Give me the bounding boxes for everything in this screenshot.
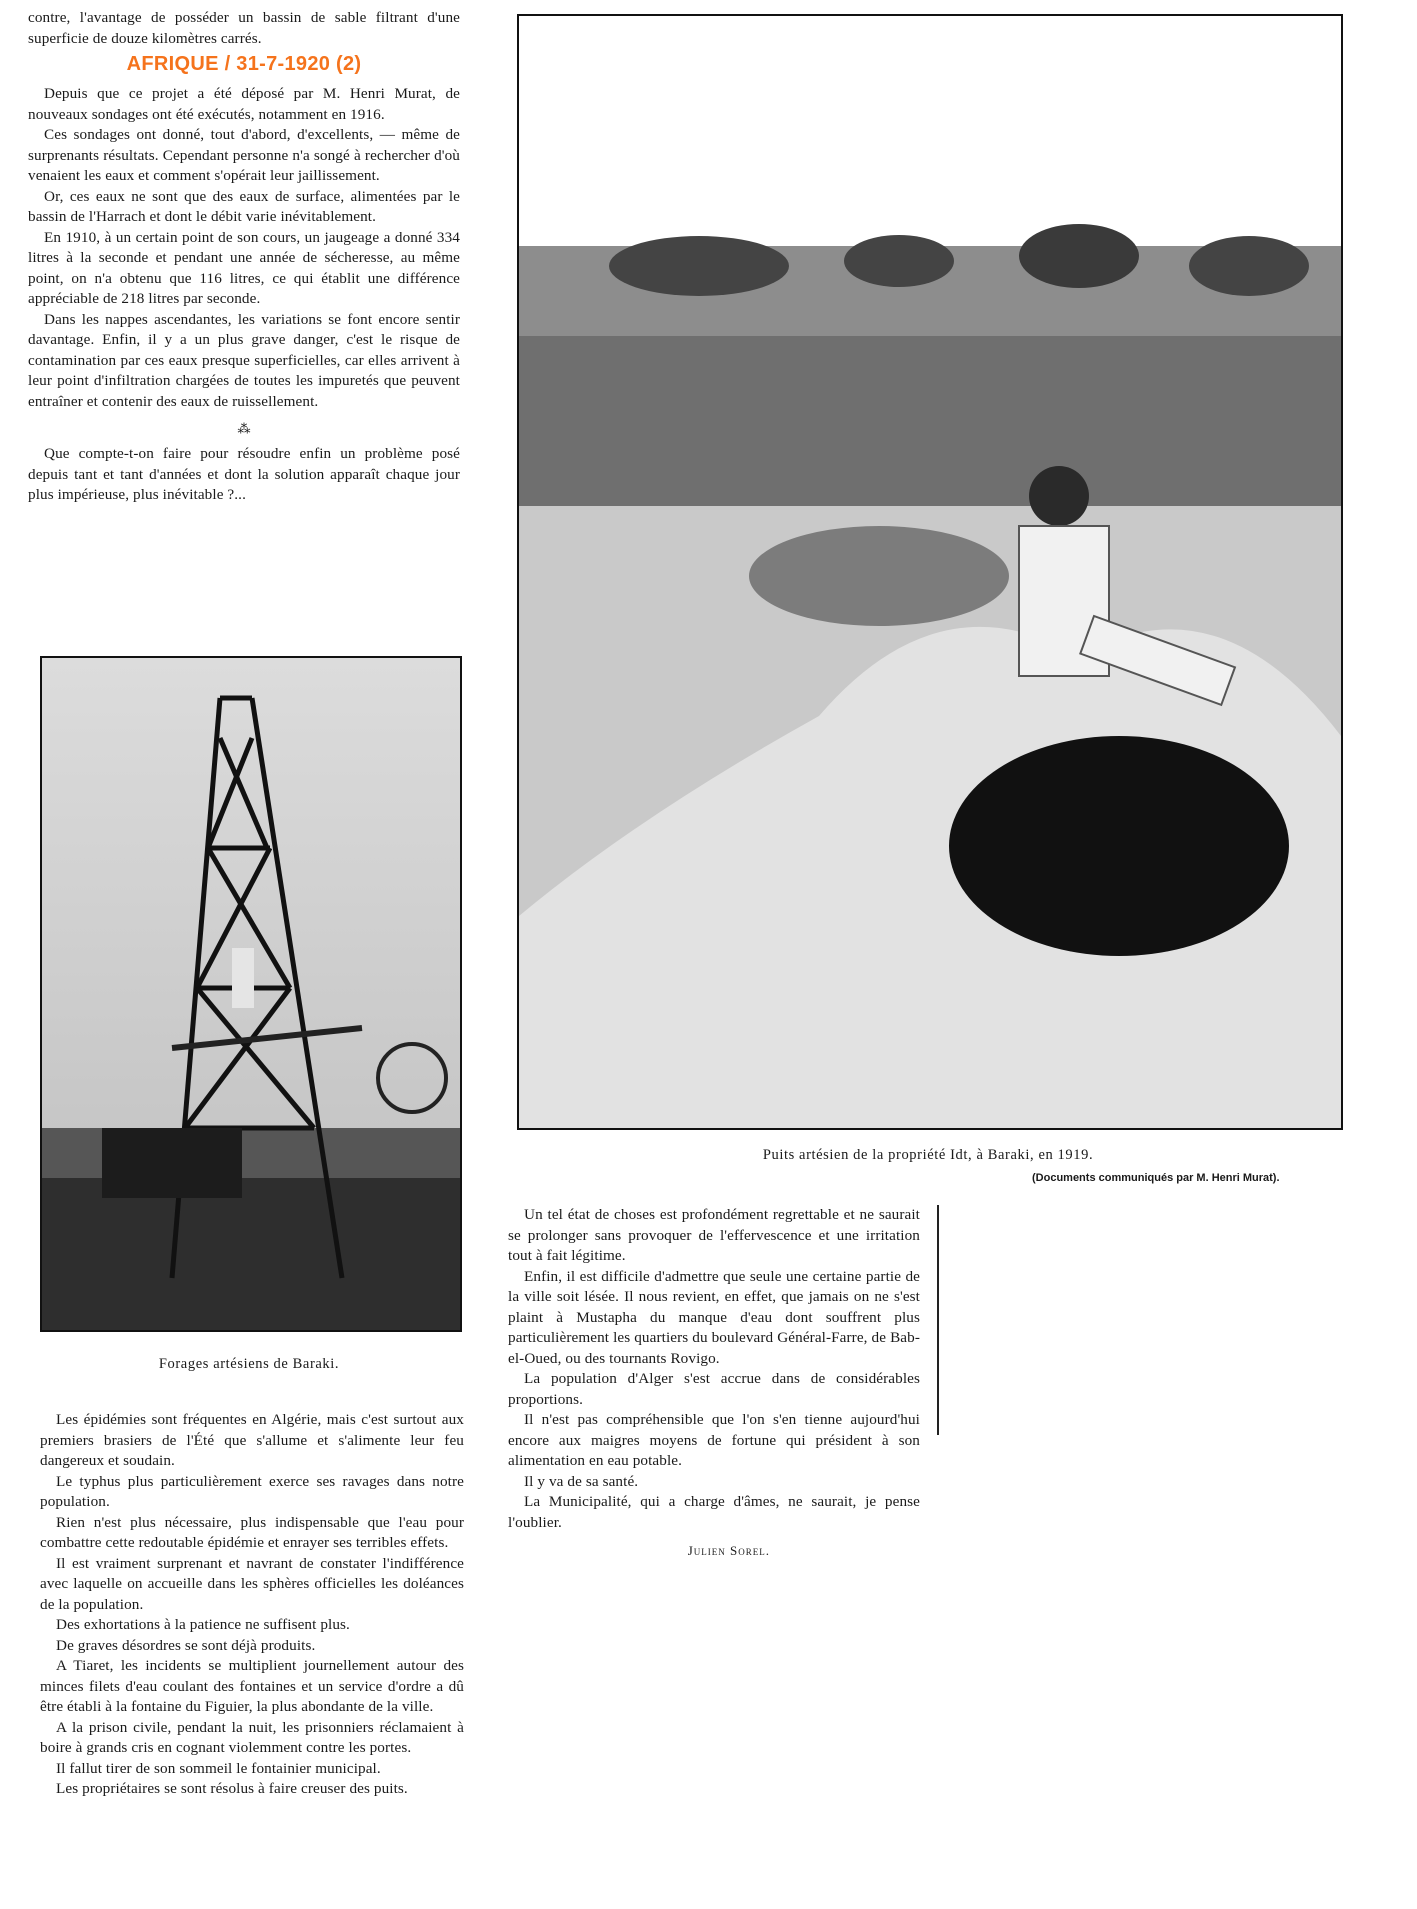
photo-caption-right: Puits artésien de la propriété Idt, à Baraki, en 1919. (762, 1147, 1094, 1163)
paragraph: contre, l'avantage de posséder un bassin de sable filtrant d'une superficie de douze kilomètres carrés. (28, 9, 460, 47)
article-column-middle (508, 1205, 920, 1559)
paragraph: Le typhus plus particulièrement exerce ses ravages dans notre population. (40, 1472, 464, 1510)
paragraph: Il est vraiment surprenant et navrant de constater l'indifférence avec laquelle on accueille dans les sphères officielles les doléances de la population. (40, 1554, 464, 1613)
paragraph: Depuis que ce projet a été déposé par M. Henri Murat, de nouveaux sondages ont été exécutés, notamment en 1916. (28, 85, 460, 123)
paragraph: Que compte-t-on faire pour résoudre enfin un problème posé depuis tant et tant d'années et dont la solution apparaît chaque jour plus impérieuse, plus inévitable ?... (28, 445, 460, 503)
paragraph: A la prison civile, pendant la nuit, les prisonniers réclamaient à boire à grands cris en cognant violemment contre les portes. (40, 1718, 464, 1756)
archive-date-tag: AFRIQUE / 31-7-1920 (2) (126, 53, 362, 75)
photo-credit: (Documents communiqués par M. Henri Murat). (1032, 1172, 1280, 1184)
paragraph: Les propriétaires se sont résolus à faire creuser des puits. (56, 1780, 408, 1797)
paragraph: Rien n'est plus nécessaire, plus indispensable que l'eau pour combattre cette redoutable épidémie et enrayer ses terribles effets. (40, 1513, 464, 1551)
paragraph: Ces sondages ont donné, tout d'abord, d'excellents, — même de surprenants résultats. Cependant personne n'a songé à rechercher d'où venaient les eaux et comment s'opérait leur jaillissement. (28, 126, 460, 184)
paragraph: Un tel état de choses est profondément regrettable et ne saurait se prolonger sans provoquer de l'effervescence et une irritation tout à fait légitime. (508, 1206, 920, 1264)
paragraph: Dans les nappes ascendantes, les variations se font encore sentir davantage. Enfin, il y a un plus grave danger, c'est le risque de contamination par ces eaux presque superficielles, car elles arrivent à leur point d'infiltration chargées de toutes les impuretés que peuvent entraîner et contenir des eaux de ruissellement. (28, 310, 460, 410)
photo-drilling-derrick (40, 656, 462, 1332)
author-signature: Julien Sorel. (687, 1543, 770, 1558)
section-separator: ⁂ (237, 421, 251, 436)
paragraph: Il n'est pas compréhensible que l'on s'en tienne aujourd'hui encore aux maigres moyens de fortune qui président à son alimentation en eau potable. (508, 1411, 920, 1469)
paragraph: Il fallut tirer de son sommeil le fontainier municipal. (56, 1759, 381, 1777)
paragraph: La population d'Alger s'est accrue dans de considérables proportions. (508, 1370, 920, 1408)
paragraph: De graves désordres se sont déjà produits. (56, 1636, 316, 1654)
column-rule (937, 1205, 939, 1435)
paragraph: La Municipalité, qui a charge d'âmes, ne saurait, je pense l'oublier. (508, 1493, 920, 1531)
paragraph: Enfin, il est difficile d'admettre que seule une certaine partie de la ville soit lésée. Il nous revient, en effet, que jamais on ne s'est plaint à Mustapha du manque d'eau dont souffrent plus particulièrement les quartiers du boulevard Général-Farre, de Bab-el-Oued, ou des tournants Rovigo. (508, 1267, 920, 1367)
paragraph: Les épidémies sont fréquentes en Algérie, mais c'est surtout aux premiers brasiers de l'Été que s'allume et s'alimente leur feu dangereux et soudain. (40, 1411, 464, 1469)
paragraph: Il y va de sa santé. (524, 1472, 639, 1490)
article-column-bottom-left (40, 1410, 464, 1800)
photo-caption-left: Forages artésiens de Baraki. (158, 1356, 340, 1372)
paragraph: A Tiaret, les incidents se multiplient journellement autour des minces filets d'eau coulant des fontaines et un service d'ordre a dû être établi à la fontaine du Figuier, la plus abondante de la ville. (40, 1657, 464, 1715)
photo-artesian-well (517, 14, 1343, 1130)
paragraph: En 1910, à un certain point de son cours, un jaugeage a donné 334 litres à la seconde et pendant une année de sécheresse, au même point, on n'a obtenu que 116 litres, ce qui établit une différence appréciable de 218 litres par seconde. (28, 228, 460, 307)
article-column-top-left (28, 8, 460, 506)
paragraph: Des exhortations à la patience ne suffisent plus. (56, 1616, 350, 1633)
paragraph: Or, ces eaux ne sont que des eaux de surface, alimentées par le bassin de l'Harrach et dont le débit varie inévitablement. (28, 187, 460, 225)
